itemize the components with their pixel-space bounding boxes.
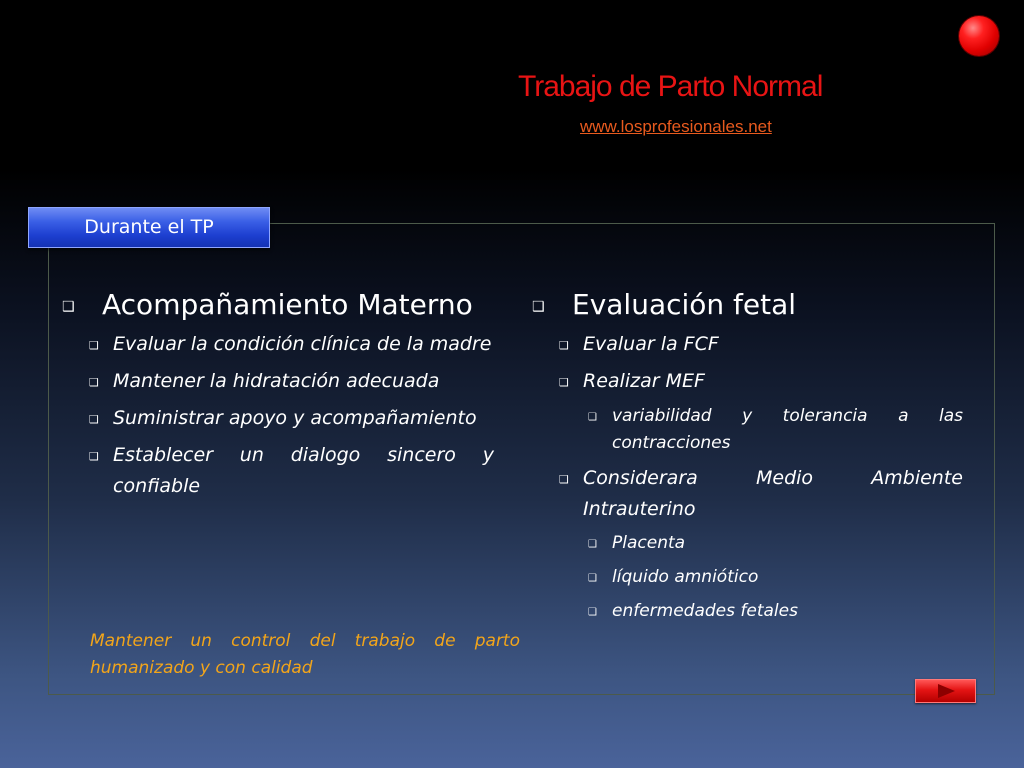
hollow-square-bullet-icon: ❑ — [89, 413, 99, 426]
left-column-heading — [62, 285, 494, 327]
right-column-heading — [532, 285, 963, 327]
list-item — [532, 463, 963, 525]
website-link[interactable]: www.losprofesionales.net — [580, 117, 772, 136]
hollow-square-bullet-icon: ❑ — [588, 539, 597, 550]
right-column — [532, 285, 963, 632]
list-item-text: Mantener la hidratación adecuada — [113, 370, 440, 392]
list-item — [532, 366, 963, 398]
sub-list-item-text: variabilidad y tolerancia a las contracciones — [612, 406, 963, 453]
hollow-square-bullet-icon: ❑ — [588, 607, 597, 618]
list-item-text: Suministrar apoyo y acompañamiento — [113, 407, 477, 429]
sub-list-item — [532, 598, 963, 626]
list-item — [62, 403, 494, 435]
list-item — [62, 440, 494, 502]
hollow-square-bullet-icon: ❑ — [89, 339, 99, 352]
list-item-text: Evaluar la FCF — [583, 333, 719, 355]
hollow-square-bullet-icon: ❑ — [588, 412, 597, 423]
sub-list-item — [532, 403, 963, 457]
hollow-square-bullet-icon: ❑ — [532, 299, 545, 315]
list-item — [62, 366, 494, 398]
hollow-square-bullet-icon: ❑ — [89, 376, 99, 389]
hollow-square-bullet-icon: ❑ — [89, 450, 99, 463]
sub-list-item — [532, 530, 963, 558]
sub-list-item — [532, 564, 963, 592]
sub-list-item-text: Placenta — [612, 533, 686, 553]
list-item-text: Establecer un dialogo sincero y confiable — [113, 444, 494, 497]
slide-title: Trabajo de Parto Normal — [518, 70, 823, 103]
list-item — [532, 329, 963, 361]
right-heading-text: Evaluación fetal — [572, 288, 797, 321]
hollow-square-bullet-icon: ❑ — [62, 299, 75, 315]
hollow-square-bullet-icon: ❑ — [588, 573, 597, 584]
summary-note: Mantener un control del trabajo de parto humanizado y con calidad — [90, 631, 520, 678]
red-circle-icon[interactable] — [959, 16, 999, 56]
section-tab: Durante el TP — [28, 207, 270, 248]
hollow-square-bullet-icon: ❑ — [559, 376, 569, 389]
left-column — [62, 285, 494, 507]
hollow-square-bullet-icon: ❑ — [559, 473, 569, 486]
next-slide-button[interactable] — [915, 679, 976, 703]
list-item — [62, 329, 494, 361]
list-item-text: Evaluar la condición clínica de la madre — [113, 333, 492, 355]
list-item-text: Considerara Medio Ambiente Intrauterino — [583, 467, 963, 520]
play-arrow-icon — [938, 684, 955, 698]
sub-list-item-text: enfermedades fetales — [612, 601, 798, 621]
sub-list-item-text: líquido amniótico — [612, 567, 759, 587]
left-heading-text: Acompañamiento Materno — [102, 288, 473, 321]
hollow-square-bullet-icon: ❑ — [559, 339, 569, 352]
list-item-text: Realizar MEF — [583, 370, 705, 392]
